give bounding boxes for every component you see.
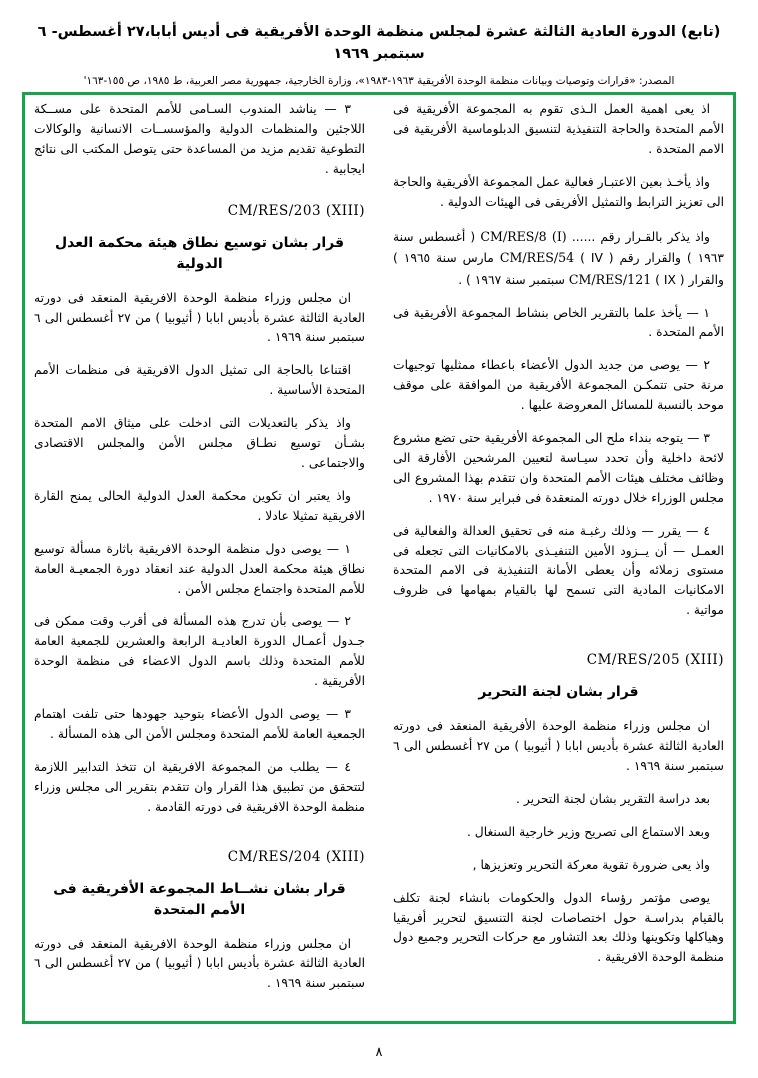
paragraph: ١ — يوصى دول منظمة الوحدة الافريقية باثارة مسألة توسيع نطاق هيئة محكمة العدل الدولية عند انعقاد دورة الجمعيـة العامة للأمم المتحدة واجتماع مجلس الأمن .: [34, 541, 365, 596]
ref-code-3: CM/RES/121: [568, 271, 652, 287]
paragraph: ١ — يأخذ علما بالتقرير الخاص بنشاط المجموعة الأفريقية فى الأمم المتحدة .: [393, 305, 724, 340]
resolution-number-203: CM/RES/203 (XIII): [227, 202, 365, 219]
reference-prefix: واذ يذكر بالقـرار رقم ......: [566, 229, 710, 244]
paragraph: ٣ — يناشد المندوب السـامى للأمم المتحدة على مســكة اللاجئين والمنظمات الدولية والمؤسســات الانسانية والوكالات التطوعية تقديم مزيد من المساعدة حتى يتوصل المكتب الى نتائج ايجابية .: [34, 102, 365, 176]
paragraph: واذ يعتبر ان تكوين محكمة العدل الدولية الحالى يمنح القارة الافريقية تمثيلا عادلا .: [34, 488, 365, 523]
paragraph: ٢ — يوصى بأن تدرج هذه المسألة فى أقرب وقت ممكن فى جـدول أعمـال الدورة العاديـة الرابعة والعشرين للجمعية العامة للأمم المتحدة وذلك باسم الدول الاعضاء فى منظمة الوحدة الأفريقية .: [34, 614, 365, 689]
paragraph: ٢ — يوصى من جديد الدول الأعضاء باعطاء ممثليها توجيهات مرنة حتى تتمكـن المجموعة الأفريقية من الموافقة على موقف موحد بالنسبة للمسائل المعروضة عليها .: [393, 358, 724, 413]
ref-text-3: ( IX ) سبتمبر سنة ١٩٦٧ ) .: [458, 272, 685, 287]
paragraph: وبعد الاستماع الى تصريح وزير خارجية السنغال .: [466, 824, 710, 839]
column-right: [393, 100, 724, 1016]
ref-text-1: ( أغسطس سنة ١٩٦٣ ) والقرار رقم: [393, 229, 724, 266]
resolution-title-203: قرار بشان توسيع نطاق هيئة محكمة العدل الدولية: [54, 234, 345, 272]
paragraph: ٣ — يوصى الدول الأعضاء بتوحيد جهودها حتى تلفت اهتمام الجمعية العامة للأمم المتحدة ومجلس الأمن الى هذه المسألة .: [34, 707, 365, 741]
paragraph: ان مجلس وزراء منظمة الوحدة الأفريقية المنعقد فى دورته العادية الثالثة عشرة بأديس ابابا ( أثيوبيا ) من ٢٧ أغسطس الى ٦ سبتمبر سنة ١٩٦٩ .: [393, 719, 724, 773]
paragraph: ٤ — يقرر — وذلك رغبـة منه فى تحقيق العدالة والفعالية فى العمـل — أن يــزود الأمين التنفيـذى بالامكانيات التى تجعله فى مستوى زملائه وأن يعطى الأمانة التنفيذية فى الامم المتحدة الامكانيات المادية التى تسمح لها بالقيام بمهامها فى ظروف مواتية .: [393, 523, 724, 618]
paragraph: واذ يعى ضرورة تقوية معركة التحرير وتعزيزها ,: [472, 857, 710, 872]
resolution-number-204: CM/RES/204 (XIII): [227, 848, 365, 865]
page-header: [0, 0, 758, 89]
ref-code-1: CM/RES/8 (I): [480, 228, 567, 244]
paragraph: بعد دراسة التقرير بشان لجنة التحرير .: [516, 791, 710, 806]
paragraph: ان مجلس وزراء منظمة الوحدة الافريقية المنعقد فى دورته العادية الثالثة عشرة بأديس ابابا ( أثيوبيا ) من ٢٧ أغسطس الى ٦ سبتمبر سنة ١٩٦٩ .: [34, 290, 365, 345]
page-number: ٨: [375, 1045, 383, 1060]
paragraph: ٣ — يتوجه بنداء ملح الى المجموعة الأفريقية حتى تضع مشروع لائحة داخلية وأن تحدد سيـاسة لتعيين المرشحين الأفارقة الى وظائف مختلف هيئات الأمم المتحدة وان تتقدم بهذا المشروع الى مجلس الوزراء خلال دورته المنعقدة فى فبراير سنة ١٩٧٠ .: [393, 431, 724, 505]
paragraph: اذ يعى اهمية العمل الـذى تقوم به المجموعة الأفريقية فى الأمم المتحدة والحاجة التنفيذية لتنسيق الدبلوماسية الأفريقية فى الامم المتحدة .: [393, 102, 724, 156]
source-note: المصدر: «قرارات وتوصيات وبيانات منظمة الوحدة الأفريقية ١٩٦٣-١٩٨٣»، وزارة الخارجية، جمهورية مصر العربية، ط ١٩٨٥، ص ١٥٥-١٦٣': [83, 74, 675, 87]
resolution-title-204: قرار بشان نشــاط المجموعة الأفريقية فى الأمم المتحدة: [53, 880, 346, 918]
resolution-title-205: قرار بشان لجنة التحرير: [478, 684, 639, 701]
ref-code-2: CM/RES/54: [499, 250, 575, 266]
column-left: [34, 100, 365, 1016]
resolution-number-205: CM/RES/205 (XIII): [586, 652, 724, 669]
paragraph: يوصى مؤتمر رؤساء الدول والحكومات بانشاء لجنة تكلف بالقيام بدراسـة حول اختصاصات لجنة التنسيق لتحرير أفريقيا وهياكلها وتكوينها وذلك بعد التشاور مع حركات التحرير وجميع دول منظمة الوحدة الافريقية .: [393, 890, 724, 965]
reference-paragraph: [393, 226, 724, 291]
two-column-body: [34, 100, 724, 1016]
paragraph: واذ يذكر بالتعديلات التى ادخلت على ميثاق الامم المتحدة بشـأن توسيع نطـاق مجلس الأمن والمجلس الاقتصادى والاجتماعى .: [34, 416, 365, 470]
paragraph: واذ يأخـذ بعين الاعتبـار فعالية عمل المجموعة الأفريقية والحاجة الى تعزيز الترابط والتمثيل الأفريقى فى الهيئات الدولية .: [393, 174, 724, 209]
paragraph: ان مجلس وزراء منظمة الوحدة الافريقية المنعقد فى دورته العادية الثالثة عشرة بأديس ابابا ( أثيوبيا ) من ٢٧ أغسطس الى ٦ سبتمبر سنة ١٩٦٩ .: [34, 936, 365, 991]
paragraph: ٤ — يطلب من المجموعة الافريقية ان تتخذ التدابير اللازمة لتتحقق من تطبيق هذا القرار وان تتقدم بتقرير الى مجلس وزراء منظمة الوحدة الافريقية فى دورته القادمة .: [34, 759, 365, 814]
ref-text-2: ( IV ) مارس سنة ١٩٦٥ ) والقرار: [393, 251, 724, 287]
paragraph: اقتناعا بالحاجة الى تمثيل الدول الافريقية فى منظمات الأمم المتحدة الأساسية .: [34, 363, 365, 398]
page-title: (تابع) الدورة العادية الثالثة عشرة لمجلس منظمة الوحدة الأفريقية فى أديس أبابا،٢٧ أغسطس- ٦ سبتمبر ١٩٦٩: [37, 24, 721, 62]
